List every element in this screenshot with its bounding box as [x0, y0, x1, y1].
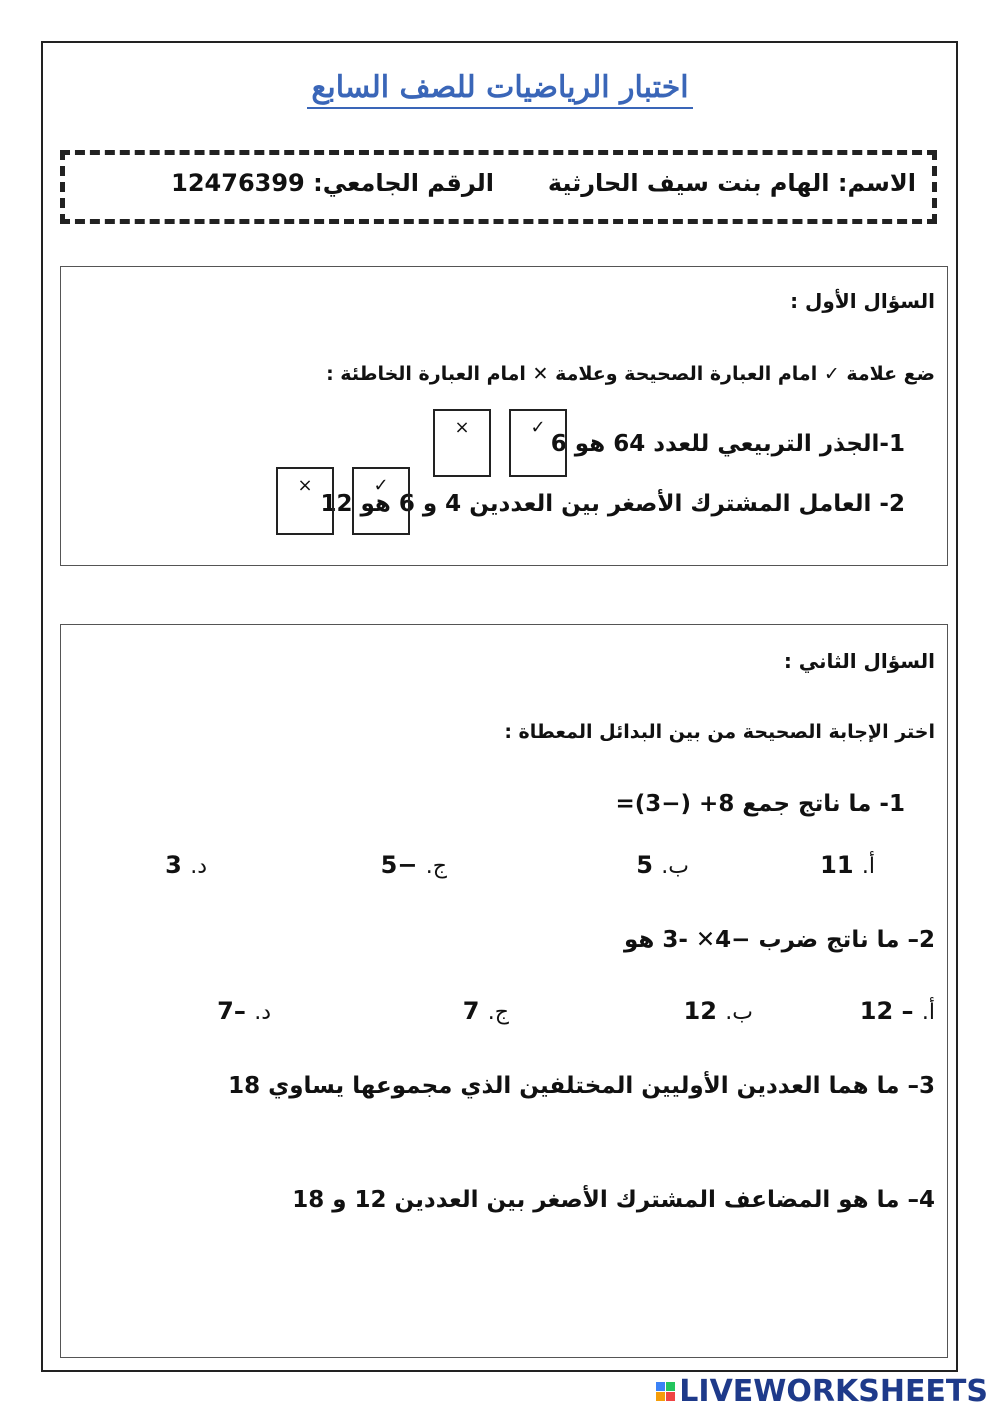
q2-item-3: 3– ما هما العددين الأوليين المختلفين الذي مجموعها يساوي 18 — [228, 1073, 935, 1099]
q2-item-2: 2– ما ناتج ضرب −4✕ -3 هو — [623, 927, 935, 953]
q1-1-false-box[interactable]: × — [433, 409, 491, 477]
q2-1-option-a[interactable]: أ. 11 — [820, 851, 875, 879]
q2-1-option-d[interactable]: د. 3 — [165, 851, 207, 879]
q1-1-true-box[interactable]: ✓ — [509, 409, 567, 477]
q1-2-false-box[interactable]: × — [276, 467, 334, 535]
worksheet-title: اختبار الرياضيات للصف السابع — [0, 70, 1000, 105]
liveworksheets-logo — [656, 1374, 988, 1409]
question-2-title: السؤال الثاني : — [783, 649, 935, 673]
q2-2-option-d[interactable]: د. –7 — [217, 997, 271, 1025]
q2-1-option-b[interactable]: ب. 5 — [636, 851, 689, 879]
q1-statement-1: 1-الجذر التربيعي للعدد 64 هو 6 — [550, 431, 905, 457]
question-2-instruction: اختر الإجابة الصحيحة من بين البدائل المعطاة : — [504, 721, 935, 743]
q1-2-true-box[interactable]: ✓ — [352, 467, 410, 535]
question-1-title: السؤال الأول : — [790, 289, 935, 313]
q2-2-option-b[interactable]: ب. 12 — [683, 997, 753, 1025]
student-id: الرقم الجامعي: 12476399 — [171, 169, 494, 197]
q2-item-1: 1- ما ناتج جمع 8+ (−3)= — [615, 791, 905, 817]
question-1-instruction: ضع علامة ✓ امام العبارة الصحيحة وعلامة ✕ امام العبارة الخاطئة : — [326, 363, 935, 385]
liveworksheets-logo-icon — [656, 1382, 675, 1401]
q2-1-option-c[interactable]: ج. −5 — [380, 851, 447, 879]
question-1-section — [60, 266, 948, 566]
q2-item-4: 4– ما هو المضاعف المشترك الأصغر بين العددين 12 و 18 — [292, 1187, 935, 1213]
student-info-box — [60, 150, 937, 224]
q2-2-option-a[interactable]: أ. – 12 — [859, 997, 935, 1025]
q1-statement-2: 2- العامل المشترك الأصغر بين العددين 4 و 6 هو 12 — [320, 491, 905, 517]
q2-2-option-c[interactable]: ج. 7 — [462, 997, 509, 1025]
liveworksheets-brand-text: LIVEWORKSHEETS — [679, 1374, 988, 1409]
question-2-section — [60, 624, 948, 1358]
student-name: الاسم: الهام بنت سيف الحارثية — [547, 169, 916, 197]
